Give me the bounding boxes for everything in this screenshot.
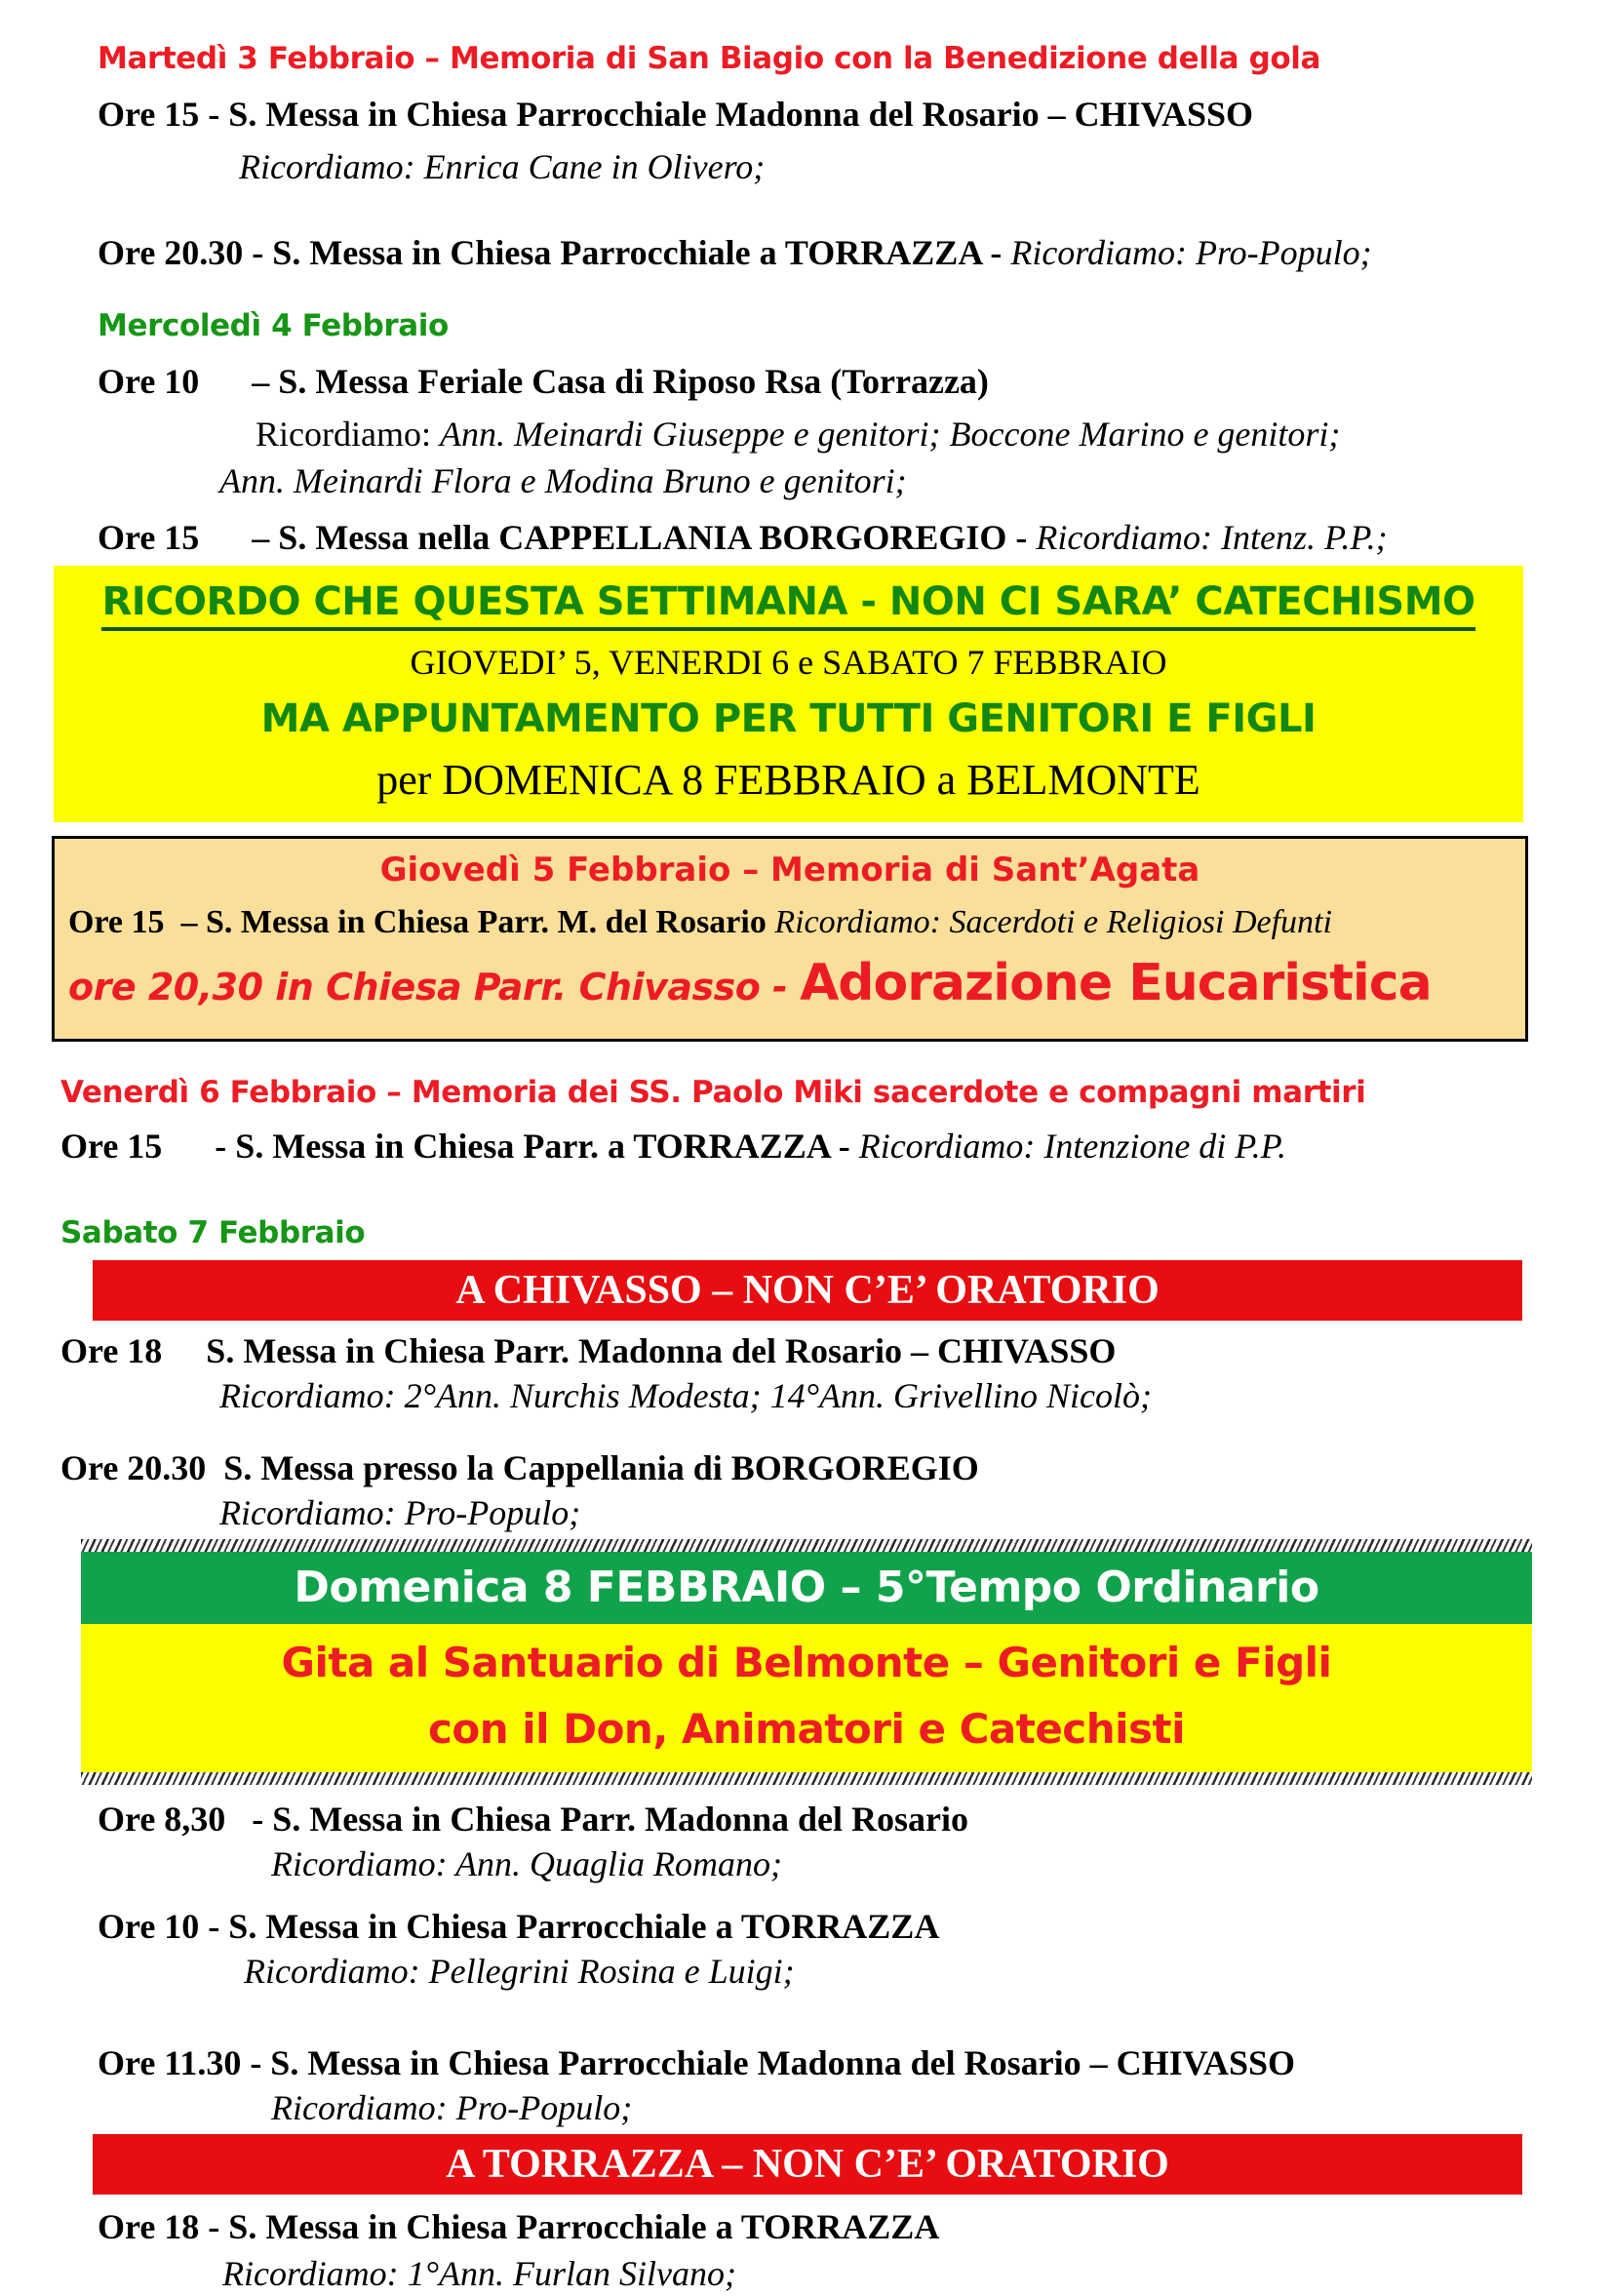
schedule-line: [98, 1904, 1613, 1949]
schedule-line: [68, 901, 1512, 944]
text-segment: ore 20,30 in Chiesa Parr. Chivasso -: [68, 966, 801, 1009]
text-segment: Ore 20.30 - S. Messa in Chiesa Parrocchiale a TORRAZZA -: [98, 233, 1011, 272]
text-segment: Ricordiamo: Sacerdoti e Religiosi Defunti: [774, 904, 1332, 940]
text-segment: Ore 8,30 - S. Messa in Chiesa Parr. Madonna del Rosario: [98, 1800, 969, 1839]
announcement-row: [63, 579, 1514, 631]
schedule-line: [271, 1841, 1613, 1886]
text-segment: Ore 10 - S. Messa in Chiesa Parrocchiale a TORRAZZA: [98, 1907, 940, 1946]
schedule-line: [239, 144, 1613, 189]
schedule-line: [219, 1490, 1613, 1535]
text-segment: Ricordiamo: Ann. Quaglia Romano;: [271, 1844, 782, 1883]
trip-banner-line: con il Don, Animatori e Catechisti: [428, 1705, 1185, 1753]
text-segment: Ore 15 - S. Messa in Chiesa Parrocchiale Madonna del Rosario – CHIVASSO: [98, 95, 1254, 134]
text-segment: Ricordiamo: Pro-Populo;: [1010, 233, 1372, 272]
announcement-row: GIOVEDI’ 5, VENERDI 6 e SABATO 7 FEBBRAIO: [410, 643, 1167, 682]
text-segment: Ore 18 S. Messa in Chiesa Parr. Madonna del Rosario – CHIVASSO: [60, 1331, 1117, 1370]
schedule-line: [98, 230, 1613, 275]
announcement-box: [54, 566, 1523, 822]
text-segment: Ore 15 – S. Messa nella CAPPELLANIA BORGOREGIO -: [98, 518, 1037, 557]
text-segment: Ann. Meinardi Flora e Modina Bruno e genitori;: [219, 461, 907, 500]
trip-banner: [81, 1624, 1532, 1772]
feast-box: [52, 836, 1528, 1042]
text-segment: Ricordiamo: Intenz. P.P.;: [1036, 518, 1388, 557]
schedule-line: [60, 1445, 1613, 1490]
schedule-line: [98, 2204, 1613, 2249]
text-segment: Ore 10 – S. Messa Feriale Casa di Riposo Rsa (Torrazza): [98, 362, 989, 401]
schedule-line: [271, 2085, 1613, 2130]
schedule-line: [60, 1124, 1613, 1168]
schedule-line: [98, 2040, 1613, 2085]
day-heading: Sabato 7 Febbraio: [60, 1215, 366, 1250]
day-heading: Martedì 3 Febbraio – Memoria di San Biagio con la Benedizione della gola: [98, 41, 1321, 76]
trip-banner-line: Gita al Santuario di Belmonte – Genitori e Figli: [281, 1639, 1332, 1686]
notice-banner: A CHIVASSO – NON C’E’ ORATORIO: [93, 1260, 1522, 1321]
schedule-line: [219, 1373, 1613, 1418]
text-segment: Ore 15 – S. Messa in Chiesa Parr. M. del Rosario: [68, 904, 775, 940]
schedule-line: [219, 458, 1613, 503]
text-segment: Ricordiamo: 1°Ann. Furlan Silvano;: [222, 2254, 736, 2293]
text-segment: Ore 15 - S. Messa in Chiesa Parr. a TORRAZZA -: [60, 1127, 859, 1166]
schedule-line: [98, 1797, 1613, 1841]
underlined-title: RICORDO CHE QUESTA SETTIMANA - NON CI SARA’ CATECHISMO: [101, 579, 1475, 631]
hatched-divider: [81, 1772, 1532, 1785]
text-segment: Ann. Meinardi Giuseppe e genitori; Boccone Marino e genitori;: [439, 415, 1341, 454]
text-segment: Ricordiamo: Pro-Populo;: [271, 2088, 633, 2127]
announcement-row: MA APPUNTAMENTO PER TUTTI GENITORI E FIGLI: [260, 696, 1317, 741]
hatched-divider: [81, 1539, 1532, 1552]
text-segment: Ore 18 - S. Messa in Chiesa Parrocchiale a TORRAZZA: [98, 2207, 940, 2246]
sunday-banner: Domenica 8 FEBBRAIO – 5°Tempo Ordinario: [81, 1552, 1532, 1624]
text-segment: Ricordiamo:: [256, 415, 440, 454]
schedule-line: [98, 92, 1613, 137]
text-segment: Ricordiamo: Pellegrini Rosina e Luigi;: [244, 1952, 795, 1991]
schedule-line: [222, 2251, 1613, 2296]
schedule-line: [98, 515, 1613, 560]
text-segment: Ricordiamo: Pro-Populo;: [219, 1493, 581, 1532]
feast-title: Giovedì 5 Febbraio – Memoria di Sant’Agata: [379, 851, 1200, 890]
announcement-row: per DOMENICA 8 FEBBRAIO a BELMONTE: [376, 756, 1200, 804]
day-heading: Venerdì 6 Febbraio – Memoria dei SS. Paolo Miki sacerdote e compagni martiri: [60, 1075, 1366, 1110]
schedule-line: [60, 1328, 1613, 1373]
schedule-line: [244, 1949, 1613, 1994]
adoration-line: [68, 952, 1512, 1027]
text-segment: Adorazione Eucaristica: [800, 954, 1432, 1012]
text-segment: Ricordiamo: 2°Ann. Nurchis Modesta; 14°Ann. Grivellino Nicolò;: [219, 1376, 1153, 1415]
schedule-line: [98, 359, 1613, 404]
text-segment: Ore 11.30 - S. Messa in Chiesa Parrocchiale Madonna del Rosario – CHIVASSO: [98, 2043, 1296, 2082]
day-heading: Mercoledì 4 Febbraio: [98, 308, 449, 343]
sunday-banner-stack: [81, 1539, 1532, 1785]
text-segment: Ore 20.30 S. Messa presso la Cappellania di BORGOREGIO: [60, 1448, 979, 1487]
text-segment: Ricordiamo: Intenzione di P.P.: [858, 1127, 1286, 1166]
schedule-line: [256, 412, 1613, 456]
text-segment: Ricordiamo: Enrica Cane in Olivero;: [239, 147, 766, 186]
notice-banner: A TORRAZZA – NON C’E’ ORATORIO: [93, 2134, 1522, 2195]
